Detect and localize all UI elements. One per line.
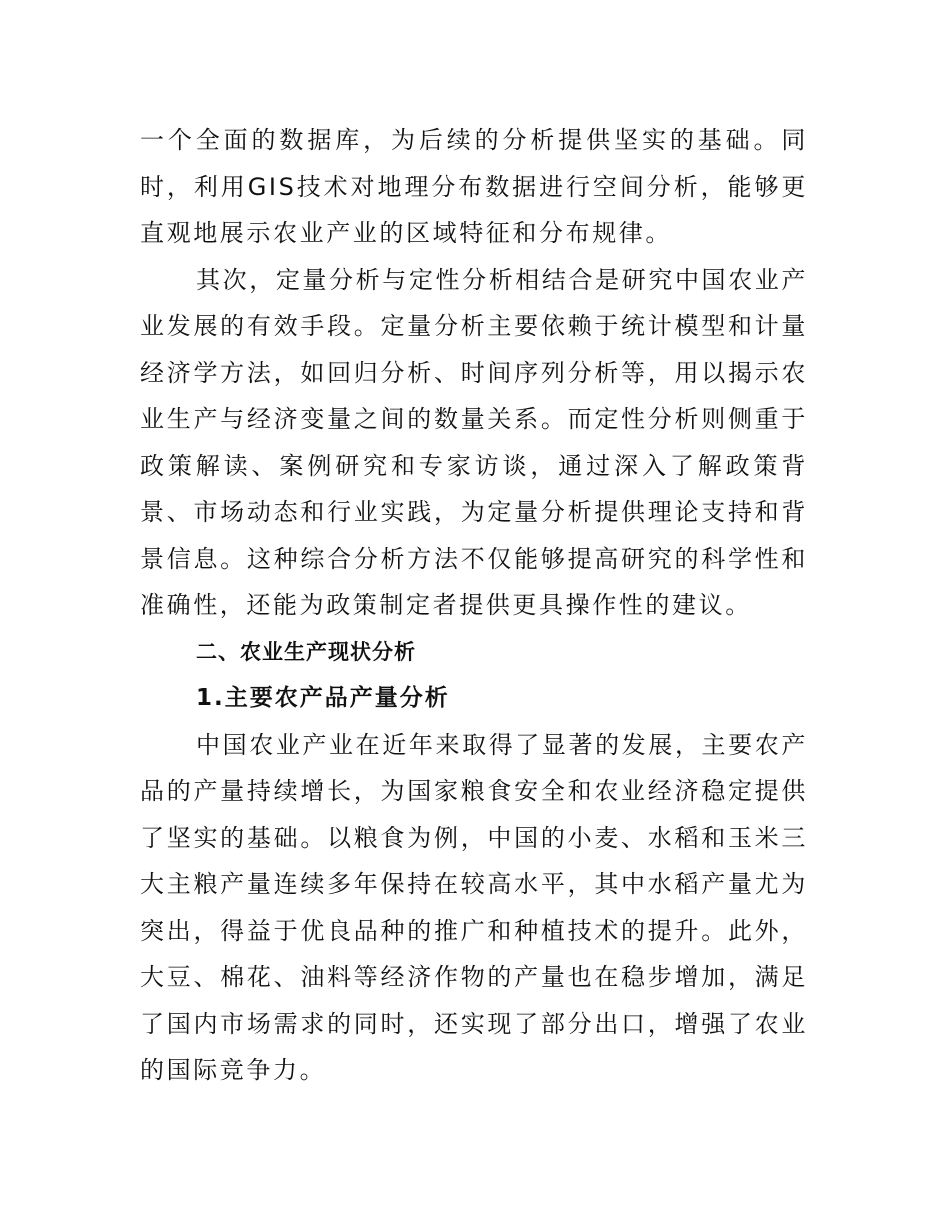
- subsection-heading: 1.主要农产品产量分析: [196, 685, 450, 711]
- paragraph-quantitative-qualitative: 其次，定量分析与定性分析相结合是研究中国农业产业发展的有效手段。定量分析主要依赖于统计模型和计量经济学方法，如回归分析、时间序列分析等，用以揭示农业生产与经济变量之间的数量关系。而定性分析则侧重于政策解读、案例研究和专家访谈，通过深入了解政策背景、市场动态和行业实践，为定量分析提供理论支持和背景信息。这种综合分析方法不仅能够提高研究的科学性和准确性，还能为政策制定者提供更具操作性的建议。: [140, 265, 808, 619]
- paragraph-crop-output: 中国农业产业在近年来取得了显著的发展，主要农产品的产量持续增长，为国家粮食安全和农业经济稳定提供了坚实的基础。以粮食为例，中国的小麦、水稻和玉米三大主粮产量连续多年保持在较高水平，其中水稻产量尤为突出，得益于优良品种的推广和种植技术的提升。此外，大豆、棉花、油料等经济作物的产量也在稳步增加，满足了国内市场需求的同时，还实现了部分出口，增强了农业的国际竞争力。: [140, 730, 808, 1084]
- document-body: [140, 117, 808, 1094]
- section-heading: 二、农业生产现状分析: [196, 639, 416, 664]
- paragraph-database-gis: 一个全面的数据库，为后续的分析提供坚实的基础。同时，利用GIS技术对地理分布数据进行空间分析，能够更直观地展示农业产业的区域特征和分布规律。: [140, 126, 808, 247]
